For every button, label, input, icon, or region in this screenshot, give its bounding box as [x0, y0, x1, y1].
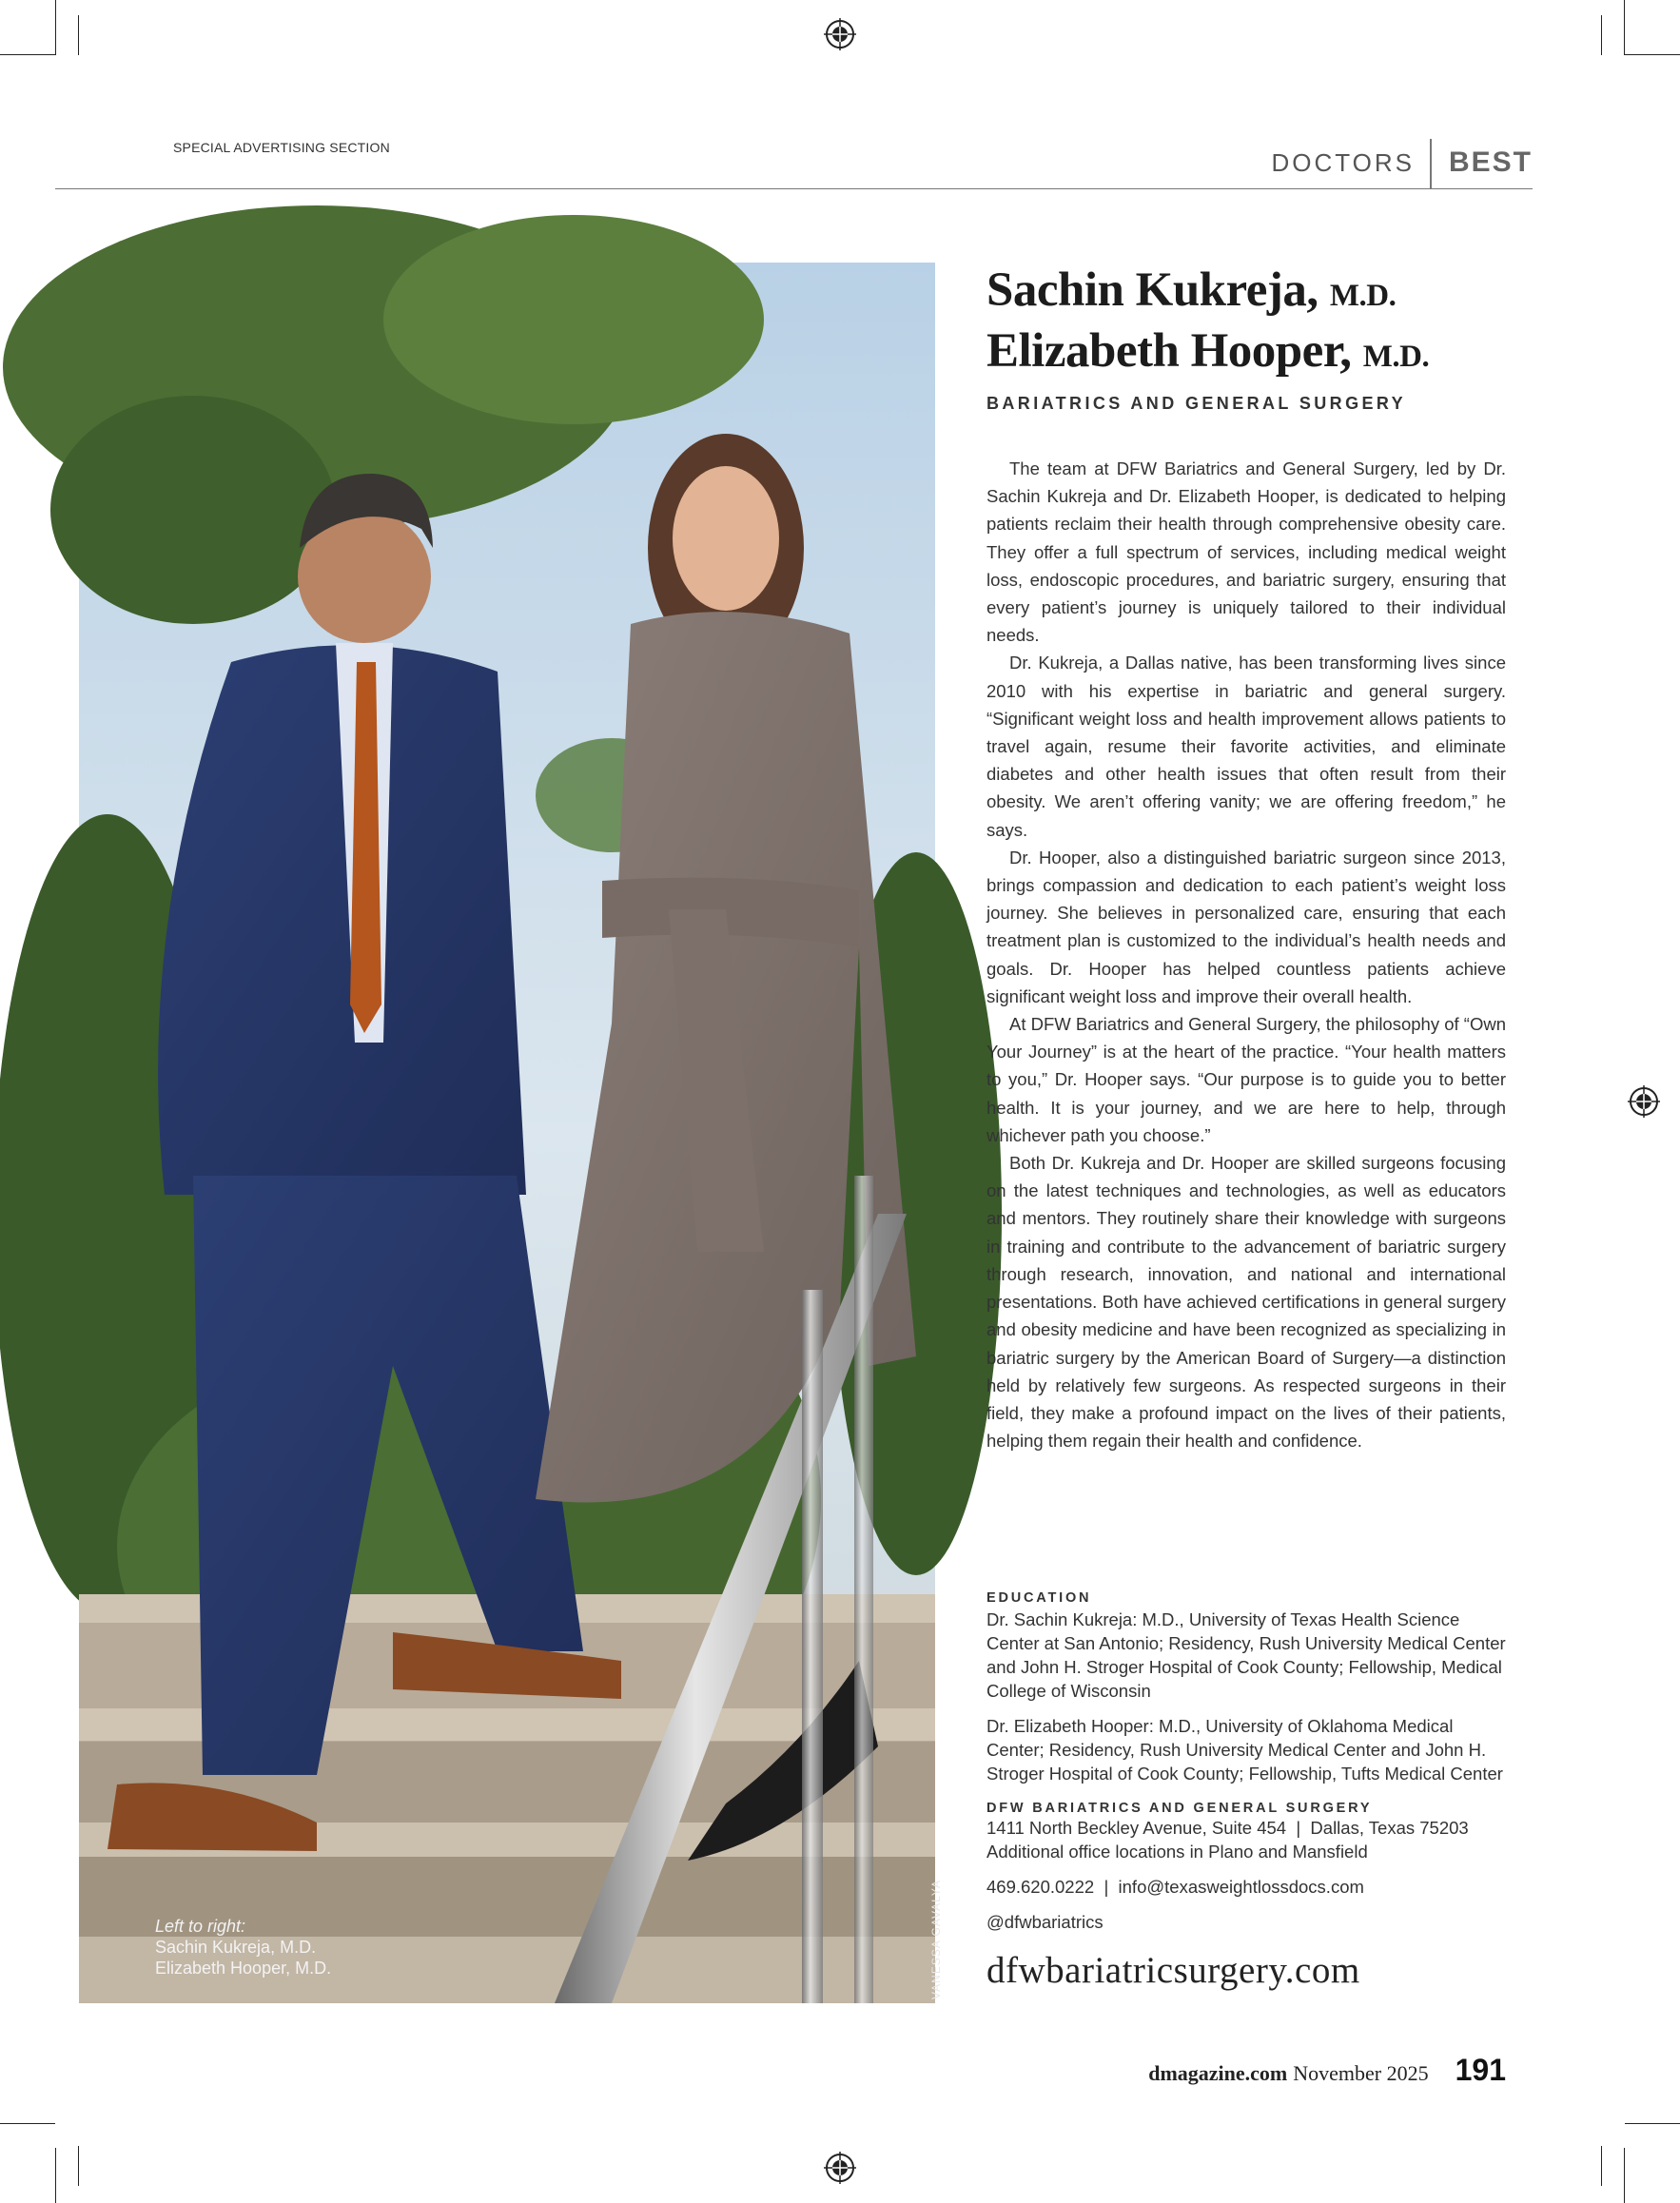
doctors-photo — [79, 263, 943, 2003]
crop-mark — [0, 2123, 55, 2124]
practice-address: 1411 North Beckley Avenue, Suite 454 | Dallas, Texas 75203 — [987, 1818, 1469, 1838]
footer-site: dmagazine.com — [1148, 2061, 1288, 2085]
education-heading: EDUCATION — [987, 1590, 1092, 1606]
crop-mark — [1625, 54, 1680, 55]
crop-mark — [0, 54, 55, 55]
crop-mark — [78, 15, 79, 55]
crop-mark — [55, 0, 56, 55]
specialty-heading: BARIATRICS AND GENERAL SURGERY — [987, 394, 1407, 413]
practice-contact: 469.620.0222 | info@texasweightlossdocs.com — [987, 1877, 1364, 1897]
education-and-contact — [987, 1590, 1506, 1992]
registration-mark-icon — [824, 2152, 856, 2184]
page-footer — [1148, 2053, 1506, 2088]
paragraph: Dr. Kukreja, a Dallas native, has been transforming lives since 2010 with his expertise in bariatric and general surgery. “Significant weight loss and health improvement allows patients to travel again, resume their favorite activities, and eliminate diabetes and other health issues that often result from their obesity. We aren’t offering vanity; we are offering freedom,” he says. — [987, 653, 1506, 840]
header-rule — [55, 188, 1533, 189]
paragraph: Both Dr. Kukreja and Dr. Hooper are skilled surgeons focusing on the latest techniques and technologies, as well as educators and mentors. They routinely share their knowledge with surgeons in training and contribute to the advancement of bariatric surgery through research, innovation, and national and international presentations. Both have achieved certifications in general surgery and obesity medicine and have been recognized as specializing in bariatric surgery by the American Board of Surgery—a distinction held by relatively few surgeons. As respected surgeons in their field, they make a profound impact on the lives of their patients, helping them regain their health and confidence. — [987, 1153, 1506, 1452]
doctor-degree-2: M.D. — [1362, 340, 1430, 374]
photo-credit: VANESSA GAVALYA — [929, 1880, 943, 1999]
section-label: SPECIAL ADVERTISING SECTION — [173, 140, 390, 155]
magazine-section-brand — [1271, 139, 1533, 188]
doctor-name-2 — [987, 323, 1506, 384]
practice-locations: Additional office locations in Plano and Mansfield — [987, 1842, 1368, 1862]
crop-mark — [1625, 2123, 1680, 2124]
crop-mark — [1624, 0, 1625, 55]
article-body — [987, 455, 1506, 1454]
paragraph: The team at DFW Bariatrics and General Surgery, led by Dr. Sachin Kukreja and Dr. Elizabeth Hooper, is dedicated to helping patients reclaim their health through comprehensive obesity care. They offer a full spectrum of services, including medical weight loss, endoscopic procedures, and bariatric surgery, ensuring that every patient’s journey is uniquely tailored to their individual needs. — [987, 458, 1506, 646]
doctor-name-1 — [987, 263, 1506, 323]
registration-mark-icon — [824, 18, 856, 50]
practice-name: DFW BARIATRICS AND GENERAL SURGERY — [987, 1801, 1373, 1816]
paragraph: At DFW Bariatrics and General Surgery, the philosophy of “Own Your Journey” is at the heart of the practice. “Your health matters to you,” Dr. Hooper says. “Our purpose is to guide you to better health. It is your journey, and we are here to help, through whichever path you choose.” — [987, 1014, 1506, 1145]
education-hooper: Dr. Elizabeth Hooper: M.D., University of Oklahoma Medical Center; Residency, Rush University Medical Center and John H. Stroger Hospital of Cook County; Fellowship, Tufts Medical Center — [987, 1716, 1503, 1784]
caption-lead: Left to right: — [155, 1917, 246, 1936]
practice-social-handle: @dfwbariatrics — [987, 1912, 1104, 1932]
brand-doctors: DOCTORS — [1271, 148, 1415, 177]
photo-caption — [155, 1916, 331, 1979]
brand-best: BEST — [1448, 146, 1533, 178]
crop-mark — [1624, 2148, 1625, 2203]
education-kukreja: Dr. Sachin Kukreja: M.D., University of Texas Health Science Center at San Antonio; Residency, Rush University Medical Center and John H. Stroger Hospital of Cook County; Fellowship, Medical College of Wisconsin — [987, 1609, 1506, 1701]
doctor-name-2-text: Elizabeth Hooper, — [987, 324, 1352, 378]
article-column — [987, 263, 1506, 1454]
crop-mark — [78, 2146, 79, 2186]
photo-illustration — [79, 263, 935, 2003]
footer-issue: November 2025 — [1293, 2061, 1429, 2085]
caption-name-1: Sachin Kukreja, M.D. — [155, 1938, 317, 1957]
crop-mark — [1601, 2146, 1602, 2186]
registration-mark-icon — [1628, 1085, 1660, 1118]
doctor-degree-1: M.D. — [1329, 279, 1397, 313]
page-number: 191 — [1455, 2053, 1506, 2087]
practice-info — [987, 1801, 1506, 1863]
doctor-name-1-text: Sachin Kukreja, — [987, 263, 1319, 317]
crop-mark — [1601, 15, 1602, 55]
paragraph: Dr. Hooper, also a distinguished bariatric surgeon since 2013, brings compassion and dedication to each patient’s weight loss journey. She believes in personalized care, ensuring that each treatment plan is customized to the individual’s health needs and goals. Dr. Hooper has helped countless patients achieve significant weight loss and improve their overall health. — [987, 847, 1506, 1006]
crop-mark — [55, 2148, 56, 2203]
practice-website: dfwbariatricsurgery.com — [987, 1950, 1360, 1991]
caption-name-2: Elizabeth Hooper, M.D. — [155, 1959, 332, 1978]
